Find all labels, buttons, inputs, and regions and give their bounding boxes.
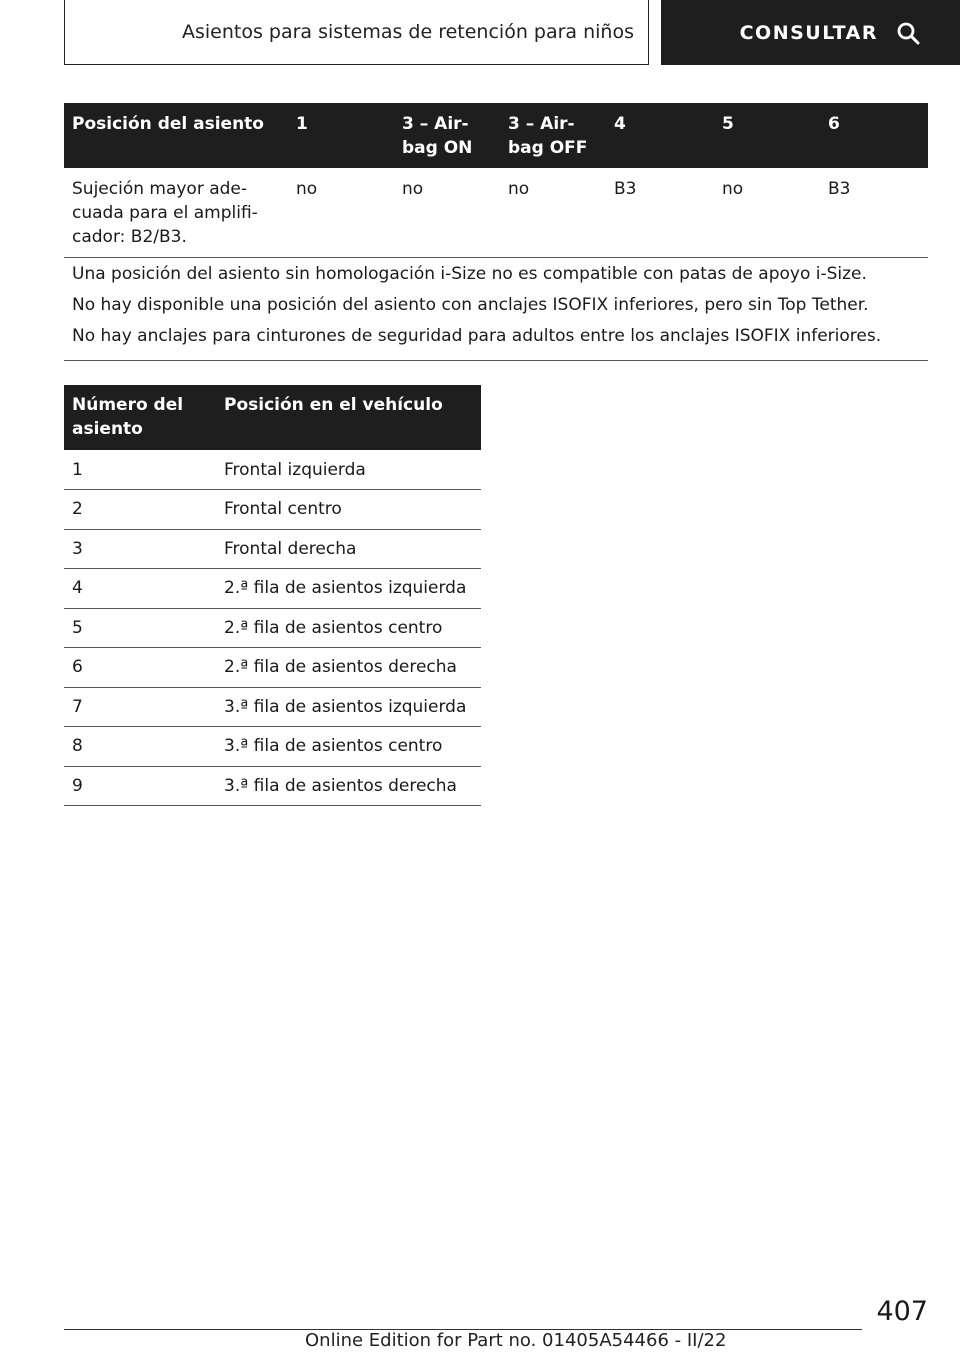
table-cell: no [288, 168, 394, 257]
section-title: Asientos para sistemas de retención para niños [182, 21, 634, 43]
table-row [64, 490, 481, 530]
consult-button[interactable] [661, 0, 960, 65]
table-row [64, 168, 928, 257]
header-cell: 3 – Air-bag OFF [500, 103, 606, 168]
table-header-row [64, 103, 928, 168]
consult-label: CONSULTAR [739, 21, 878, 44]
header-cell: Posición del asiento [64, 103, 288, 168]
table-row [64, 529, 481, 569]
table-cell: 4 [64, 569, 216, 609]
table-row [64, 687, 481, 727]
table-notes-row [64, 257, 928, 360]
search-icon [896, 21, 920, 45]
table-cell: no [714, 168, 820, 257]
table-row [64, 766, 481, 806]
note-line: Una posición del asiento sin homologación i-Size no es compatible con patas de apoyo i-Size. [72, 263, 867, 284]
section-header [64, 0, 649, 65]
page-number: 407 [876, 1296, 928, 1327]
header-cell: Posición en el vehículo [216, 385, 481, 450]
note-line: No hay disponible una posición del asiento con anclajes ISOFIX inferiores, pero sin Top Tether. [72, 294, 869, 315]
table-row [64, 450, 481, 490]
header-cell: Número del asiento [64, 385, 216, 450]
table-cell: 2.ª fila de asientos derecha [216, 648, 481, 688]
table-cell: 3.ª fila de asientos centro [216, 727, 481, 767]
table-cell: Frontal derecha [216, 529, 481, 569]
table-cell: no [394, 168, 500, 257]
table-row [64, 608, 481, 648]
edition-text: Online Edition for Part no. 01405A54466 - II/22 [305, 1330, 727, 1351]
seat-number-table [64, 385, 481, 806]
header-cell: 6 [820, 103, 928, 168]
table-cell: 2.ª fila de asientos centro [216, 608, 481, 648]
table-cell: 3.ª fila de asientos derecha [216, 766, 481, 806]
table-cell: 9 [64, 766, 216, 806]
header-cell: 3 – Air-bag ON [394, 103, 500, 168]
table-header-row [64, 385, 481, 450]
seat-compatibility-table [64, 103, 928, 361]
table-cell: no [500, 168, 606, 257]
table-cell: 1 [64, 450, 216, 490]
table-cell: 2 [64, 490, 216, 530]
table-cell: Frontal centro [216, 490, 481, 530]
table-cell: 5 [64, 608, 216, 648]
table-cell: 2.ª fila de asientos izquierda [216, 569, 481, 609]
table-cell: 3.ª fila de asientos izquierda [216, 687, 481, 727]
table-cell: 8 [64, 727, 216, 767]
table-cell: 7 [64, 687, 216, 727]
table-cell: 6 [64, 648, 216, 688]
table-cell: B3 [606, 168, 714, 257]
header-cell: 1 [288, 103, 394, 168]
table-cell: Frontal izquierda [216, 450, 481, 490]
header-cell: 4 [606, 103, 714, 168]
table-cell: 3 [64, 529, 216, 569]
header-cell: 5 [714, 103, 820, 168]
table-row [64, 727, 481, 767]
table-cell: B3 [820, 168, 928, 257]
note-line: No hay anclajes para cinturones de seguridad para adultos entre los anclajes ISOFIX inferiores. [72, 325, 882, 346]
table-cell: Sujeción mayor ade-cuada para el amplifi-cador: B2/B3. [64, 168, 288, 257]
table-row [64, 569, 481, 609]
notes-cell [64, 257, 928, 360]
table-row [64, 648, 481, 688]
